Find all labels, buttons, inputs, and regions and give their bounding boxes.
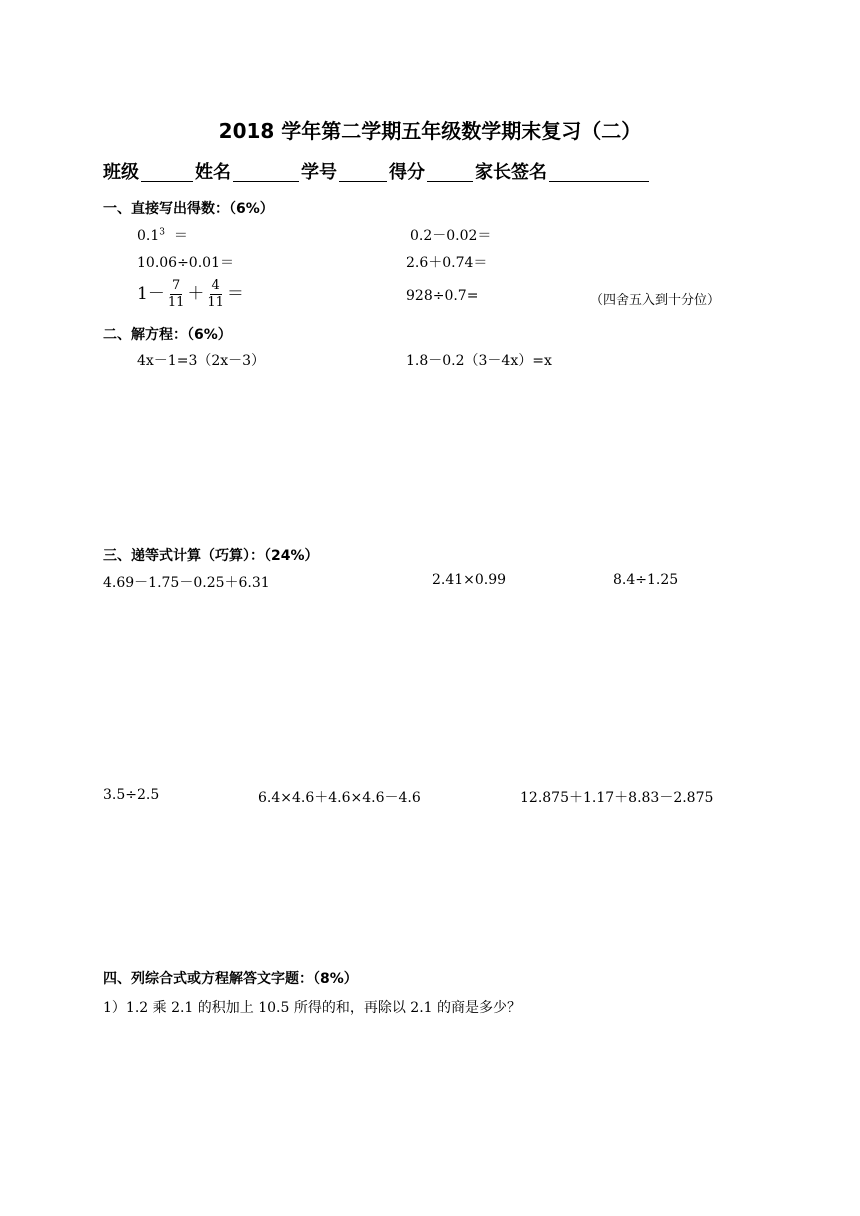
fraction-denominator: 11 [207, 295, 224, 310]
calc-problem-1: 4.69－1.75－0.25＋6.31 [103, 575, 270, 591]
equation-1: 4x－1=3（2x－3） [137, 353, 266, 369]
fraction-7-11 [168, 278, 185, 311]
page-title: 2018 学年第二学期五年级数学期末复习（二） [218, 119, 642, 143]
rounding-note: （四舍五入到十分位） [590, 293, 721, 308]
score-blank[interactable] [427, 161, 473, 182]
section4-heading: 四、列综合式或方程解答文字题：（8%） [103, 971, 358, 987]
s1-question-5 [137, 278, 244, 311]
student-info-line [103, 158, 651, 184]
s1-question-2: 0.2－0.02＝ [410, 228, 492, 244]
s1-question-1 [137, 225, 188, 245]
fraction-numerator: 7 [171, 278, 181, 293]
s1-q1-equals: ＝ [173, 228, 188, 244]
s1-q1-base: 0.1 [137, 228, 160, 244]
name-blank[interactable] [233, 161, 299, 182]
calc-problem-6: 12.875＋1.17＋8.83－2.875 [520, 790, 714, 806]
name-label: 姓名 [195, 162, 231, 183]
s1-question-3: 10.06÷0.01＝ [137, 255, 234, 271]
calc-problem-4: 3.5÷2.5 [103, 787, 160, 803]
parent-signature-blank[interactable] [549, 161, 649, 182]
class-label: 班级 [103, 162, 139, 183]
section1-heading: 一、直接写出得数：（6%） [103, 201, 274, 217]
s1-q5-one-minus: 1－ [137, 284, 165, 304]
fraction-denominator: 11 [167, 295, 185, 310]
s1-q5-plus: ＋ [187, 284, 205, 304]
section3-heading: 三、递等式计算（巧算）：（24%） [103, 548, 319, 564]
number-label: 学号 [301, 162, 337, 183]
s1-question-6: 928÷0.7= [406, 288, 479, 304]
fraction-4-11 [207, 278, 224, 311]
word-problem-1: 1）1.2 乘 2.1 的积加上 10.5 所得的和，再除以 2.1 的商是多少？ [103, 1000, 522, 1016]
calc-problem-5: 6.4×4.6＋4.6×4.6－4.6 [258, 790, 421, 806]
class-blank[interactable] [141, 161, 193, 182]
calc-problem-2: 2.41×0.99 [432, 572, 507, 588]
s1-question-4: 2.6＋0.74＝ [406, 255, 488, 271]
section2-heading: 二、解方程：（6%） [103, 327, 232, 343]
number-blank[interactable] [339, 161, 387, 182]
s1-q1-exponent: 3 [159, 227, 165, 238]
fraction-numerator: 4 [211, 278, 220, 293]
equation-2: 1.8－0.2（3－4x）=x [406, 353, 552, 369]
parent-signature-label: 家长签名 [475, 162, 547, 183]
s1-q5-equals: ＝ [226, 284, 244, 304]
calc-problem-3: 8.4÷1.25 [613, 572, 679, 588]
score-label: 得分 [389, 162, 425, 183]
